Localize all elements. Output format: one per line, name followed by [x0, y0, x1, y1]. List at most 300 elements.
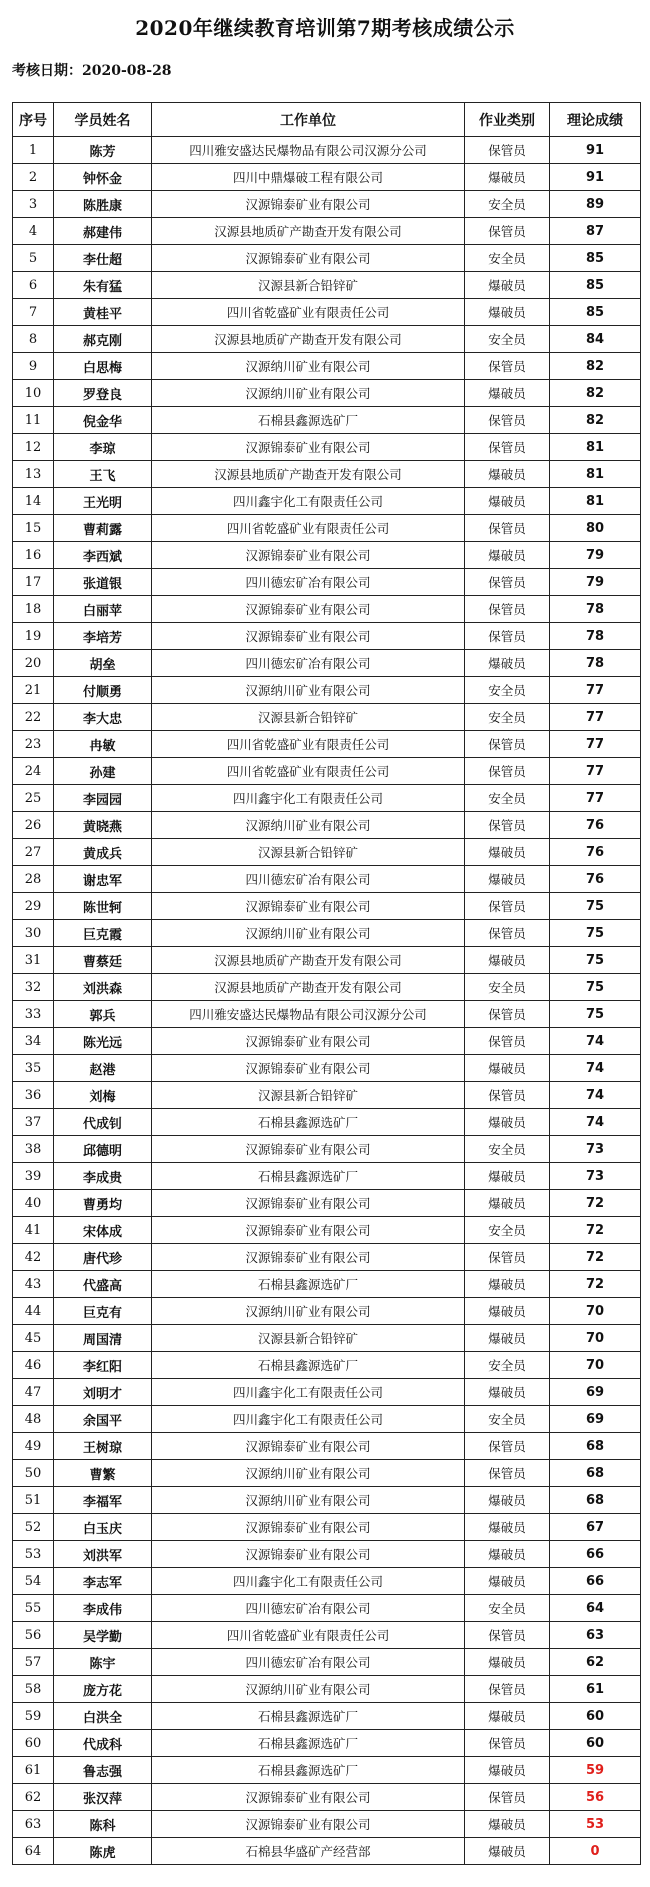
row-number: 14 [13, 488, 54, 515]
row-number: 50 [13, 1460, 54, 1487]
job-category: 安全员 [465, 1352, 550, 1379]
student-name: 陈世轲 [54, 893, 152, 920]
work-unit: 四川德宏矿冶有限公司 [152, 569, 465, 596]
work-unit: 汉源锦泰矿业有限公司 [152, 1028, 465, 1055]
header-score: 理论成绩 [550, 103, 641, 137]
job-category: 安全员 [465, 974, 550, 1001]
table-row [13, 947, 641, 974]
student-name: 谢忠军 [54, 866, 152, 893]
job-category: 爆破员 [465, 272, 550, 299]
table-row [13, 1352, 641, 1379]
table-row [13, 1703, 641, 1730]
student-name: 白丽苹 [54, 596, 152, 623]
job-category: 保管员 [465, 515, 550, 542]
student-name: 赵港 [54, 1055, 152, 1082]
work-unit: 汉源锦泰矿业有限公司 [152, 245, 465, 272]
job-category: 爆破员 [465, 1271, 550, 1298]
theory-score: 82 [550, 380, 641, 407]
student-name: 李琼 [54, 434, 152, 461]
row-number: 34 [13, 1028, 54, 1055]
table-row [13, 1568, 641, 1595]
student-name: 黄成兵 [54, 839, 152, 866]
theory-score: 75 [550, 947, 641, 974]
row-number: 43 [13, 1271, 54, 1298]
row-number: 30 [13, 920, 54, 947]
table-row [13, 1595, 641, 1622]
student-name: 周国清 [54, 1325, 152, 1352]
job-category: 爆破员 [465, 1109, 550, 1136]
theory-score: 62 [550, 1649, 641, 1676]
table-row [13, 893, 641, 920]
row-number: 4 [13, 218, 54, 245]
work-unit: 汉源锦泰矿业有限公司 [152, 1784, 465, 1811]
job-category: 保管员 [465, 1082, 550, 1109]
student-name: 李成伟 [54, 1595, 152, 1622]
work-unit: 汉源锦泰矿业有限公司 [152, 1055, 465, 1082]
theory-score: 76 [550, 839, 641, 866]
theory-score: 69 [550, 1406, 641, 1433]
student-name: 李西斌 [54, 542, 152, 569]
student-name: 陈宇 [54, 1649, 152, 1676]
work-unit: 汉源纳川矿业有限公司 [152, 920, 465, 947]
job-category: 保管员 [465, 1622, 550, 1649]
table-row [13, 1082, 641, 1109]
table-row [13, 1109, 641, 1136]
theory-score: 75 [550, 1001, 641, 1028]
student-name: 吴学勤 [54, 1622, 152, 1649]
job-category: 安全员 [465, 191, 550, 218]
student-name: 黄桂平 [54, 299, 152, 326]
job-category: 安全员 [465, 1217, 550, 1244]
student-name: 白洪全 [54, 1703, 152, 1730]
table-row [13, 1190, 641, 1217]
student-name: 张汉萍 [54, 1784, 152, 1811]
theory-score: 74 [550, 1082, 641, 1109]
job-category: 安全员 [465, 326, 550, 353]
work-unit: 四川省乾盛矿业有限责任公司 [152, 1622, 465, 1649]
work-unit: 四川省乾盛矿业有限责任公司 [152, 731, 465, 758]
job-category: 爆破员 [465, 1541, 550, 1568]
theory-score: 79 [550, 569, 641, 596]
work-unit: 汉源锦泰矿业有限公司 [152, 1811, 465, 1838]
student-name: 朱有猛 [54, 272, 152, 299]
job-category: 安全员 [465, 785, 550, 812]
job-category: 保管员 [465, 1676, 550, 1703]
table-row [13, 1757, 641, 1784]
theory-score: 85 [550, 299, 641, 326]
exam-date: 考核日期：2020-08-28 [12, 63, 172, 79]
job-category: 保管员 [465, 893, 550, 920]
job-category: 爆破员 [465, 1811, 550, 1838]
job-category: 爆破员 [465, 164, 550, 191]
student-name: 李园园 [54, 785, 152, 812]
job-category: 保管员 [465, 920, 550, 947]
table-row [13, 1325, 641, 1352]
header-job: 作业类别 [465, 103, 550, 137]
theory-score: 68 [550, 1460, 641, 1487]
work-unit: 汉源锦泰矿业有限公司 [152, 596, 465, 623]
student-name: 代成科 [54, 1730, 152, 1757]
theory-score: 59 [550, 1757, 641, 1784]
student-name: 李大忠 [54, 704, 152, 731]
row-number: 52 [13, 1514, 54, 1541]
work-unit: 汉源纳川矿业有限公司 [152, 1460, 465, 1487]
row-number: 64 [13, 1838, 54, 1865]
row-number: 63 [13, 1811, 54, 1838]
work-unit: 汉源纳川矿业有限公司 [152, 677, 465, 704]
row-number: 7 [13, 299, 54, 326]
job-category: 爆破员 [465, 488, 550, 515]
job-category: 安全员 [465, 1595, 550, 1622]
job-category: 安全员 [465, 677, 550, 704]
theory-score: 84 [550, 326, 641, 353]
student-name: 余国平 [54, 1406, 152, 1433]
job-category: 爆破员 [465, 1298, 550, 1325]
theory-score: 72 [550, 1271, 641, 1298]
theory-score: 78 [550, 623, 641, 650]
work-unit: 汉源锦泰矿业有限公司 [152, 1541, 465, 1568]
table-row [13, 434, 641, 461]
job-category: 保管员 [465, 569, 550, 596]
job-category: 保管员 [465, 1730, 550, 1757]
work-unit: 汉源县新合铅锌矿 [152, 1325, 465, 1352]
row-number: 31 [13, 947, 54, 974]
work-unit: 四川鑫宇化工有限责任公司 [152, 1379, 465, 1406]
theory-score: 85 [550, 272, 641, 299]
table-row [13, 380, 641, 407]
table-row [13, 1271, 641, 1298]
table-row [13, 596, 641, 623]
table-header-row [13, 103, 641, 137]
work-unit: 汉源县新合铅锌矿 [152, 1082, 465, 1109]
job-category: 安全员 [465, 704, 550, 731]
job-category: 爆破员 [465, 947, 550, 974]
theory-score: 66 [550, 1541, 641, 1568]
theory-score: 66 [550, 1568, 641, 1595]
row-number: 36 [13, 1082, 54, 1109]
theory-score: 70 [550, 1298, 641, 1325]
theory-score: 68 [550, 1487, 641, 1514]
row-number: 38 [13, 1136, 54, 1163]
work-unit: 四川省乾盛矿业有限责任公司 [152, 299, 465, 326]
table-row [13, 623, 641, 650]
theory-score: 60 [550, 1730, 641, 1757]
job-category: 保管员 [465, 1244, 550, 1271]
table-row [13, 1622, 641, 1649]
theory-score: 78 [550, 650, 641, 677]
job-category: 保管员 [465, 1028, 550, 1055]
table-row [13, 1811, 641, 1838]
work-unit: 汉源锦泰矿业有限公司 [152, 1514, 465, 1541]
theory-score: 64 [550, 1595, 641, 1622]
theory-score: 82 [550, 353, 641, 380]
table-row [13, 731, 641, 758]
work-unit: 汉源纳川矿业有限公司 [152, 812, 465, 839]
student-name: 胡垒 [54, 650, 152, 677]
table-row [13, 1487, 641, 1514]
work-unit: 四川省乾盛矿业有限责任公司 [152, 515, 465, 542]
theory-score: 74 [550, 1028, 641, 1055]
table-row [13, 1055, 641, 1082]
work-unit: 汉源锦泰矿业有限公司 [152, 1217, 465, 1244]
table-row [13, 272, 641, 299]
theory-score: 60 [550, 1703, 641, 1730]
table-row [13, 515, 641, 542]
theory-score: 72 [550, 1190, 641, 1217]
job-category: 保管员 [465, 731, 550, 758]
table-row [13, 1136, 641, 1163]
table-row [13, 974, 641, 1001]
student-name: 李仕超 [54, 245, 152, 272]
row-number: 32 [13, 974, 54, 1001]
table-row [13, 218, 641, 245]
theory-score: 53 [550, 1811, 641, 1838]
work-unit: 汉源县新合铅锌矿 [152, 704, 465, 731]
job-category: 爆破员 [465, 1379, 550, 1406]
student-name: 刘明才 [54, 1379, 152, 1406]
theory-score: 74 [550, 1055, 641, 1082]
work-unit: 石棉县鑫源选矿厂 [152, 1730, 465, 1757]
table-row [13, 758, 641, 785]
row-number: 49 [13, 1433, 54, 1460]
student-name: 白思梅 [54, 353, 152, 380]
theory-score: 85 [550, 245, 641, 272]
student-name: 李成贵 [54, 1163, 152, 1190]
row-number: 46 [13, 1352, 54, 1379]
job-category: 保管员 [465, 353, 550, 380]
job-category: 安全员 [465, 1406, 550, 1433]
table-row [13, 1001, 641, 1028]
work-unit: 汉源锦泰矿业有限公司 [152, 434, 465, 461]
theory-score: 82 [550, 407, 641, 434]
row-number: 23 [13, 731, 54, 758]
student-name: 陈芳 [54, 137, 152, 164]
work-unit: 石棉县鑫源选矿厂 [152, 1163, 465, 1190]
work-unit: 汉源锦泰矿业有限公司 [152, 1190, 465, 1217]
table-row [13, 1028, 641, 1055]
table-row [13, 1244, 641, 1271]
student-name: 刘洪军 [54, 1541, 152, 1568]
work-unit: 四川鑫宇化工有限责任公司 [152, 1568, 465, 1595]
work-unit: 汉源县新合铅锌矿 [152, 272, 465, 299]
theory-score: 75 [550, 974, 641, 1001]
student-name: 付顺勇 [54, 677, 152, 704]
table-row [13, 677, 641, 704]
work-unit: 汉源纳川矿业有限公司 [152, 353, 465, 380]
job-category: 爆破员 [465, 1514, 550, 1541]
student-name: 庞方花 [54, 1676, 152, 1703]
row-number: 17 [13, 569, 54, 596]
table-row [13, 245, 641, 272]
row-number: 8 [13, 326, 54, 353]
student-name: 冉敏 [54, 731, 152, 758]
job-category: 爆破员 [465, 1649, 550, 1676]
table-row [13, 137, 641, 164]
work-unit: 汉源纳川矿业有限公司 [152, 1298, 465, 1325]
work-unit: 四川鑫宇化工有限责任公司 [152, 785, 465, 812]
job-category: 爆破员 [465, 542, 550, 569]
row-number: 45 [13, 1325, 54, 1352]
theory-score: 77 [550, 677, 641, 704]
job-category: 安全员 [465, 245, 550, 272]
theory-score: 78 [550, 596, 641, 623]
job-category: 爆破员 [465, 650, 550, 677]
table-row [13, 812, 641, 839]
table-row [13, 1784, 641, 1811]
job-category: 保管员 [465, 218, 550, 245]
job-category: 爆破员 [465, 1163, 550, 1190]
row-number: 20 [13, 650, 54, 677]
table-row [13, 1460, 641, 1487]
work-unit: 四川德宏矿冶有限公司 [152, 866, 465, 893]
row-number: 15 [13, 515, 54, 542]
work-unit: 汉源县新合铅锌矿 [152, 839, 465, 866]
work-unit: 四川中鼎爆破工程有限公司 [152, 164, 465, 191]
work-unit: 石棉县华盛矿产经营部 [152, 1838, 465, 1865]
work-unit: 汉源县地质矿产勘查开发有限公司 [152, 218, 465, 245]
job-category: 爆破员 [465, 299, 550, 326]
row-number: 24 [13, 758, 54, 785]
job-category: 保管员 [465, 623, 550, 650]
theory-score: 61 [550, 1676, 641, 1703]
row-number: 47 [13, 1379, 54, 1406]
work-unit: 石棉县鑫源选矿厂 [152, 1352, 465, 1379]
student-name: 王飞 [54, 461, 152, 488]
row-number: 59 [13, 1703, 54, 1730]
student-name: 白玉庆 [54, 1514, 152, 1541]
theory-score: 80 [550, 515, 641, 542]
theory-score: 0 [550, 1838, 641, 1865]
row-number: 19 [13, 623, 54, 650]
theory-score: 68 [550, 1433, 641, 1460]
table-row [13, 1379, 641, 1406]
theory-score: 81 [550, 461, 641, 488]
table-row [13, 785, 641, 812]
job-category: 安全员 [465, 1136, 550, 1163]
row-number: 53 [13, 1541, 54, 1568]
row-number: 33 [13, 1001, 54, 1028]
row-number: 35 [13, 1055, 54, 1082]
work-unit: 汉源县地质矿产勘查开发有限公司 [152, 326, 465, 353]
work-unit: 石棉县鑫源选矿厂 [152, 407, 465, 434]
row-number: 29 [13, 893, 54, 920]
table-body [13, 137, 641, 1865]
job-category: 爆破员 [465, 1838, 550, 1865]
job-category: 爆破员 [465, 1703, 550, 1730]
table-row [13, 704, 641, 731]
header-org: 工作单位 [152, 103, 465, 137]
work-unit: 汉源县地质矿产勘查开发有限公司 [152, 461, 465, 488]
row-number: 27 [13, 839, 54, 866]
row-number: 25 [13, 785, 54, 812]
table-row [13, 488, 641, 515]
table-row [13, 326, 641, 353]
row-number: 39 [13, 1163, 54, 1190]
row-number: 57 [13, 1649, 54, 1676]
job-category: 保管员 [465, 1784, 550, 1811]
job-category: 保管员 [465, 812, 550, 839]
table-row [13, 1163, 641, 1190]
theory-score: 81 [550, 488, 641, 515]
row-number: 60 [13, 1730, 54, 1757]
work-unit: 汉源锦泰矿业有限公司 [152, 1433, 465, 1460]
job-category: 爆破员 [465, 1757, 550, 1784]
row-number: 11 [13, 407, 54, 434]
row-number: 21 [13, 677, 54, 704]
row-number: 1 [13, 137, 54, 164]
job-category: 保管员 [465, 596, 550, 623]
work-unit: 四川德宏矿冶有限公司 [152, 1649, 465, 1676]
job-category: 保管员 [465, 407, 550, 434]
student-name: 陈光远 [54, 1028, 152, 1055]
student-name: 曹蔡廷 [54, 947, 152, 974]
work-unit: 汉源锦泰矿业有限公司 [152, 1136, 465, 1163]
theory-score: 77 [550, 731, 641, 758]
theory-score: 76 [550, 866, 641, 893]
student-name: 张道银 [54, 569, 152, 596]
student-name: 刘梅 [54, 1082, 152, 1109]
row-number: 58 [13, 1676, 54, 1703]
work-unit: 汉源纳川矿业有限公司 [152, 380, 465, 407]
student-name: 李培芳 [54, 623, 152, 650]
table-row [13, 1217, 641, 1244]
table-row [13, 920, 641, 947]
row-number: 48 [13, 1406, 54, 1433]
student-name: 罗登良 [54, 380, 152, 407]
student-name: 郭兵 [54, 1001, 152, 1028]
student-name: 李红阳 [54, 1352, 152, 1379]
student-name: 陈科 [54, 1811, 152, 1838]
work-unit: 四川雅安盛达民爆物品有限公司汉源分公司 [152, 1001, 465, 1028]
table-row [13, 542, 641, 569]
work-unit: 汉源锦泰矿业有限公司 [152, 191, 465, 218]
student-name: 唐代珍 [54, 1244, 152, 1271]
job-category: 爆破员 [465, 1190, 550, 1217]
student-name: 宋体成 [54, 1217, 152, 1244]
work-unit: 四川鑫宇化工有限责任公司 [152, 488, 465, 515]
theory-score: 91 [550, 137, 641, 164]
row-number: 10 [13, 380, 54, 407]
theory-score: 91 [550, 164, 641, 191]
page-title: 2020年继续教育培训第7期考核成绩公示 [135, 16, 515, 40]
row-number: 16 [13, 542, 54, 569]
row-number: 28 [13, 866, 54, 893]
table-row [13, 191, 641, 218]
table-row [13, 1433, 641, 1460]
theory-score: 56 [550, 1784, 641, 1811]
student-name: 孙建 [54, 758, 152, 785]
work-unit: 汉源锦泰矿业有限公司 [152, 893, 465, 920]
job-category: 保管员 [465, 1001, 550, 1028]
row-number: 2 [13, 164, 54, 191]
student-name: 郝克刚 [54, 326, 152, 353]
work-unit: 四川德宏矿冶有限公司 [152, 1595, 465, 1622]
row-number: 22 [13, 704, 54, 731]
job-category: 爆破员 [465, 866, 550, 893]
student-name: 黄晓燕 [54, 812, 152, 839]
work-unit: 汉源锦泰矿业有限公司 [152, 623, 465, 650]
table-row [13, 569, 641, 596]
work-unit: 石棉县鑫源选矿厂 [152, 1271, 465, 1298]
job-category: 爆破员 [465, 461, 550, 488]
work-unit: 汉源锦泰矿业有限公司 [152, 1244, 465, 1271]
job-category: 爆破员 [465, 1487, 550, 1514]
table-row [13, 353, 641, 380]
row-number: 54 [13, 1568, 54, 1595]
theory-score: 72 [550, 1244, 641, 1271]
work-unit: 汉源县地质矿产勘查开发有限公司 [152, 974, 465, 1001]
student-name: 曹莉露 [54, 515, 152, 542]
